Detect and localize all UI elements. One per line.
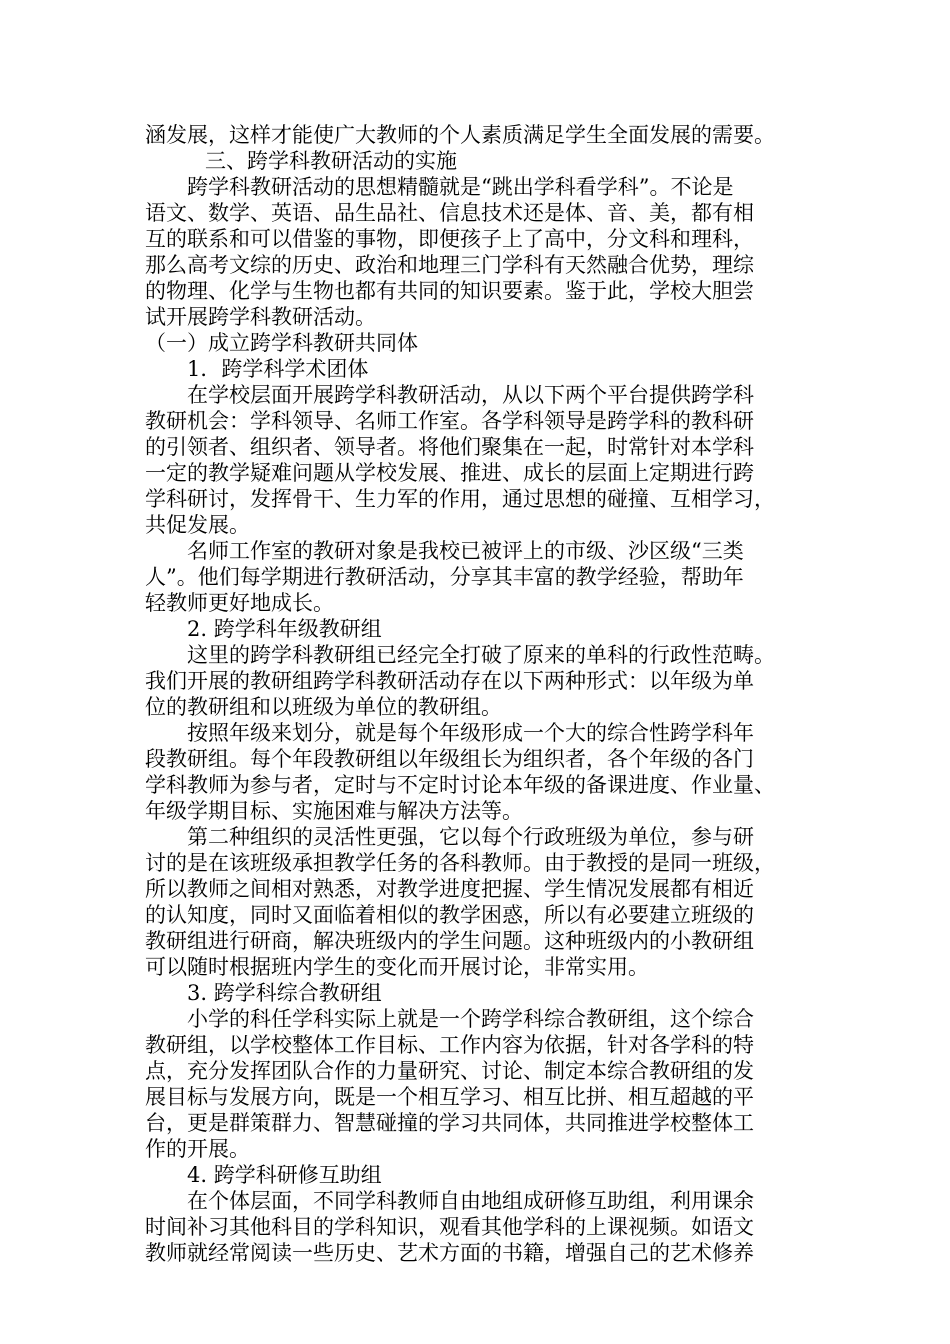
- paragraph-first-line: 小学的科任学科实际上就是一个跨学科综合教研组，这个综合: [187, 1007, 754, 1031]
- body-line: 台，更是群策群力、智慧碰撞的学习共同体，共同推进学校整体工: [145, 1111, 754, 1135]
- item-heading: 1．跨学科学术团体: [187, 357, 369, 381]
- item-heading: 2. 跨学科年级教研组: [187, 617, 382, 641]
- body-line: 可以随时根据班内学生的变化而开展讨论，非常实用。: [145, 955, 649, 979]
- item-heading: 4. 跨学科研修互助组: [187, 1163, 382, 1187]
- body-line: 共促发展。: [145, 513, 250, 537]
- body-line: 作的开展。: [145, 1137, 250, 1161]
- body-line: 轻教师更好地成长。: [145, 591, 334, 615]
- body-line: 试开展跨学科教研活动。: [145, 305, 376, 329]
- paragraph-first-line: 在学校层面开展跨学科教研活动，从以下两个平台提供跨学科: [187, 383, 754, 407]
- body-line: 讨的是在该班级承担教学任务的各科教师。由于教授的是同一班级，: [145, 851, 775, 875]
- body-line: 互的联系和可以借鉴的事物，即便孩子上了高中，分文科和理科，: [145, 227, 754, 251]
- body-line: 所以教师之间相对熟悉，对教学进度把握、学生情况发展都有相近: [145, 877, 754, 901]
- body-line: 教师就经常阅读一些历史、艺术方面的书籍，增强自己的艺术修养: [145, 1241, 754, 1265]
- body-line: 一定的教学疑难问题从学校发展、推进、成长的层面上定期进行跨: [145, 461, 754, 485]
- body-line: 学科教师为参与者，定时与不定时讨论本年级的备课进度、作业量、: [145, 773, 775, 797]
- body-line: 我们开展的教研组跨学科教研活动存在以下两种形式：以年级为单: [145, 669, 754, 693]
- body-line: 的引领者、组织者、领导者。将他们聚集在一起，时常针对本学科: [145, 435, 754, 459]
- body-line: 那么高考文综的历史、政治和地理三门学科有天然融合优势，理综: [145, 253, 754, 277]
- section-heading: 三、跨学科教研活动的实施: [205, 149, 457, 173]
- body-line: 涵发展，这样才能使广大教师的个人素质满足学生全面发展的需要。: [145, 123, 775, 147]
- body-line: 学科研讨，发挥骨干、生力军的作用，通过思想的碰撞、互相学习，: [145, 487, 775, 511]
- body-line: 教研组进行研商，解决班级内的学生问题。这种班级内的小教研组: [145, 929, 754, 953]
- paragraph-first-line: 按照年级来划分，就是每个年级形成一个大的综合性跨学科年: [187, 721, 754, 745]
- body-line: 教研机会：学科领导、名师工作室。各学科领导是跨学科的教科研: [145, 409, 754, 433]
- item-heading: 3. 跨学科综合教研组: [187, 981, 382, 1005]
- body-line: 人”。他们每学期进行教研活动，分享其丰富的教学经验，帮助年: [145, 565, 744, 589]
- body-line: 的认知度，同时又面临着相似的教学困惑，所以有必要建立班级的: [145, 903, 754, 927]
- body-line: 教研组，以学校整体工作目标、工作内容为依据，针对各学科的特: [145, 1033, 754, 1057]
- paragraph-first-line: 跨学科教研活动的思想精髓就是“跳出学科看学科”。不论是: [187, 175, 734, 199]
- body-line: 语文、数学、英语、品生品社、信息技术还是体、音、美，都有相: [145, 201, 754, 225]
- body-line: 年级学期目标、实施困难与解决方法等。: [145, 799, 523, 823]
- body-line: 位的教研组和以班级为单位的教研组。: [145, 695, 502, 719]
- paragraph-first-line: 在个体层面，不同学科教师自由地组成研修互助组，利用课余: [187, 1189, 754, 1213]
- body-line: 的物理、化学与生物也都有共同的知识要素。鉴于此，学校大胆尝: [145, 279, 754, 303]
- body-line: 展目标与发展方向，既是一个相互学习、相互比拼、相互超越的平: [145, 1085, 754, 1109]
- subsection-heading: （一）成立跨学科教研共同体: [145, 331, 418, 355]
- body-line: 时间补习其他科目的学科知识，观看其他学科的上课视频。如语文: [145, 1215, 754, 1239]
- paragraph-first-line: 这里的跨学科教研组已经完全打破了原来的单科的行政性范畴。: [187, 643, 775, 667]
- body-line: 点，充分发挥团队合作的力量研究、讨论、制定本综合教研组的发: [145, 1059, 754, 1083]
- paragraph-first-line: 第二种组织的灵活性更强，它以每个行政班级为单位，参与研: [187, 825, 754, 849]
- paragraph-first-line: 名师工作室的教研对象是我校已被评上的市级、沙区级“三类: [187, 539, 744, 563]
- body-line: 段教研组。每个年段教研组以年级组长为组织者，各个年级的各门: [145, 747, 754, 771]
